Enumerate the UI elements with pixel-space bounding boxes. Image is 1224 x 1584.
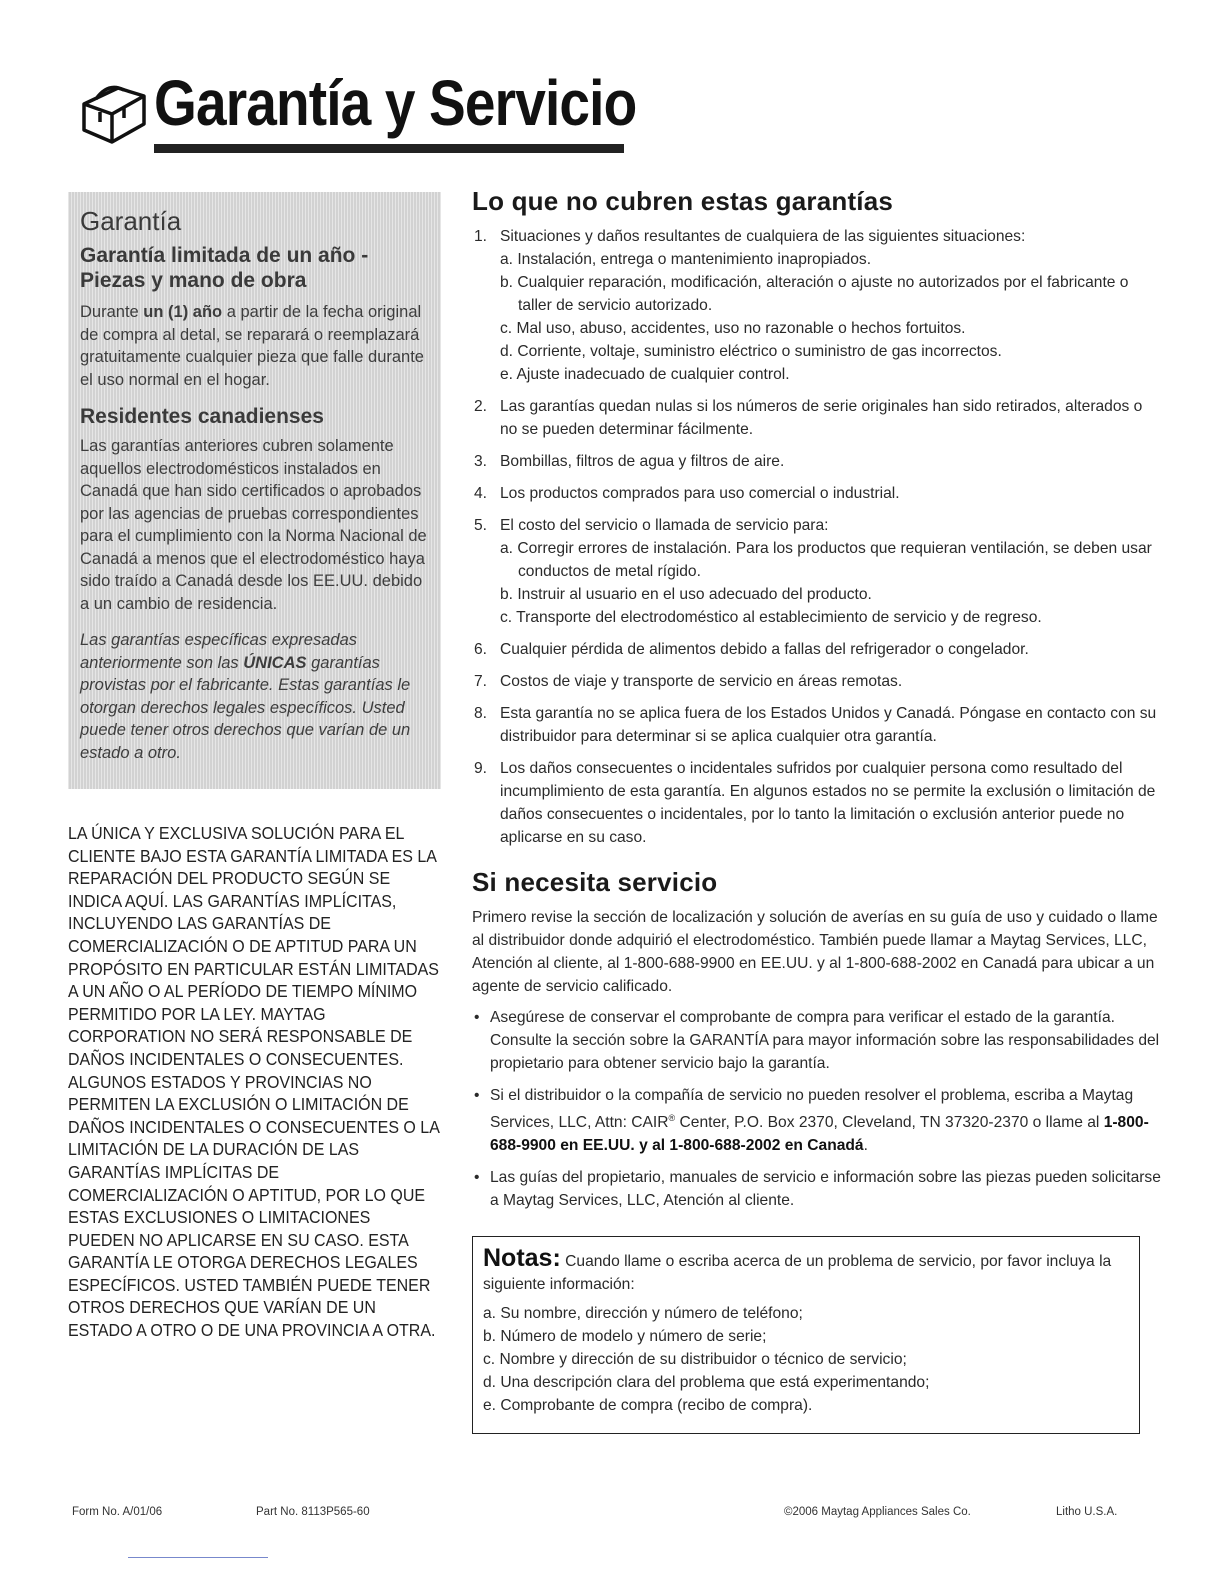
text-segment: Durante [80,303,144,321]
canada-heading: Residentes canadienses [80,405,324,428]
canada-text: Las garantías anteriores cubren solamente aquellos electrodomésticos instalados en Canadá que han sido certificados o aprobados por las agencias de pruebas correspondientes para el cumplimiento con la Norma Nacional de Canadá a menos que el electrodoméstico haya sido traído a Canadá desde los EE.UU. debido a un cambio de residencia. [80,437,427,613]
text-segment: Center, P.O. Box 2370, Cleveland, TN 37320-2370 o llame al [675,1114,1104,1132]
item-number: 6. [474,641,488,658]
notes-line: e. Comprobante de compra (recibo de compra). [483,1397,813,1414]
not-covered-item [472,757,1162,849]
item-subpoint: a. Corregir errores de instalación. Para los productos que requieran ventilación, se deben usar conductos de metal rígido. [500,540,1152,580]
phone-numbers: 1-800-688-9900 en EE.UU. y al 1-800-688-2002 en Canadá [490,1114,1149,1155]
text-segment: Las garantías específicas expresadas anteriormente son las [80,631,357,672]
item-number: 2. [474,398,488,415]
footer-litho: Litho U.S.A. [1056,1506,1118,1518]
limitation-disclaimer: LA ÚNICA Y EXCLUSIVA SOLUCIÓN PARA EL CLIENTE BAJO ESTA GARANTÍA LIMITADA ES LA REPARACIÓN DEL PRODUCTO SEGÚN SE INDICA AQUÍ. LAS GARANTÍAS IMPLÍCITAS, INCLUYENDO LAS GARANTÍAS DE COMERCIALIZACIÓN O DE APTITUD PARA UN PROPÓSITO EN PARTICULAR ESTÁN LIMITADAS A UN AÑO O AL PERÍODO DE TIEMPO MÍNIMO PERMITIDO POR LA LEY. MAYTAG CORPORATION NO SERÁ RESPONSABLE DE DAÑOS INCIDENTALES O CONSECUENTES. ALGUNOS ESTADOS Y PROVINCIAS NO PERMITEN LA EXCLUSIÓN O LIMITACIÓN DE DAÑOS INCIDENTALES O CONSECUENTES O LA LIMITACIÓN DE LA DURACIÓN DE LAS GARANTÍAS IMPLÍCITAS DE COMERCIALIZACIÓN O APTITUD, POR LO QUE ESTAS EXCLUSIONES O LIMITACIONES PUEDEN NO APLICARSE EN SU CASO. ESTA GARANTÍA LE OTORGA DERECHOS LEGALES ESPECÍFICOS. USTED TAMBIÉN PUEDE TENER OTROS DERECHOS QUE VARÍAN DE UN ESTADO A OTRO O DE UNA PROVINCIA A OTRA. [68,823,439,1341]
notes-line: d. Una descripción clara del problema que está experimentando; [483,1374,930,1391]
not-covered-item [472,482,1162,505]
item-number: 4. [474,485,488,502]
notes-line: c. Nombre y dirección de su distribuidor o técnico de servicio; [483,1351,907,1368]
notes-line: a. Su nombre, dirección y número de teléfono; [483,1305,803,1322]
text-segment: Si el distribuidor o la compañía de servicio no pueden resolver el problema, escriba a Maytag Services, LLC, Attn: CAIR [490,1087,1134,1132]
item-subpoint: c. Mal uso, abuso, accidentes, uso no razonable o hechos fortuitos. [500,320,966,337]
warranty-subheading: Garantía limitada de un año - Piezas y mano de obra [80,244,369,292]
not-covered-item [472,670,1162,693]
notes-line: b. Número de modelo y número de serie; [483,1328,767,1345]
notes-label: Notas: [483,1244,561,1272]
right-column [472,186,1162,1221]
item-number: 8. [474,705,488,722]
service-bullet: • Las guías del propietario, manuales de servicio e información sobre las piezas pueden solicitarse a Maytag Services, LLC, Atención al cliente. [472,1166,1162,1212]
item-text: Esta garantía no se aplica fuera de los Estados Unidos y Canadá. Póngase en contacto con su distribuidor para determinar si se aplica cualquier otra garantía. [500,705,1157,745]
footer-form-number: Form No. A/01/06 [72,1506,163,1518]
item-subpoint: e. Ajuste inadecuado de cualquier control. [500,366,790,383]
warranty-box [68,192,441,789]
item-subpoint: b. Cualquier reparación, modificación, alteración o ajuste no autorizados por el fabricante o taller de servicio autorizado. [500,274,1129,314]
item-number: 1. [474,228,488,245]
toolbox-icon [78,74,148,146]
service-bullet: • Asegúrese de conservar el comprobante de compra para verificar el estado de la garantía. Consulte la sección sobre la GARANTÍA para mayor información sobre las responsabilidades del propietario para obtener servicio bajo la garantía. [472,1006,1162,1075]
registered-mark: ® [668,1113,676,1123]
item-text: Bombillas, filtros de agua y filtros de aire. [500,453,785,470]
item-text: Los daños consecuentes o incidentales sufridos por cualquier persona como resultado del incumplimiento de esta garantía. En algunos estados no se permite la exclusión o limitación de daños consecuentes o incidentales, por lo tanto la limitación o exclusión anterior puede no aplicarse en su caso. [500,760,1156,846]
item-subpoint: a. Instalación, entrega o mantenimiento inapropiados. [500,251,872,268]
item-subpoint: d. Corriente, voltaje, suministro eléctrico o suministro de gas incorrectos. [500,343,1002,360]
notes-lead [483,1244,1129,1296]
bold-segment: un (1) año [143,303,223,321]
bold-segment: ÚNICAS [243,653,307,672]
item-number: 3. [474,453,488,470]
item-number: 5. [474,517,488,534]
text-segment: . [863,1137,868,1155]
item-text: Los productos comprados para uso comercial o industrial. [500,485,900,502]
notes-box [472,1236,1140,1434]
item-subpoint: c. Transporte del electrodoméstico al establecimiento de servicio y de regreso. [500,609,1042,626]
item-text: Costos de viaje y transporte de servicio en áreas remotas. [500,673,903,690]
item-number: 7. [474,673,488,690]
not-covered-item [472,702,1162,748]
not-covered-item [472,395,1162,441]
exclusive-warranty-text [80,629,427,764]
not-covered-list [472,225,1162,849]
warranty-period-text [80,301,427,391]
warranty-heading: Garantía [80,206,182,236]
item-text: Situaciones y daños resultantes de cualquiera de las siguientes situaciones: [500,228,1026,245]
item-number: 9. [474,760,488,777]
text-segment: garantías provistas por el fabricante. Estas garantías le otorgan derechos legales específicos. Usted puede tener otros derechos que varían de un estado a otro. [80,653,411,762]
footer-copyright: ©2006 Maytag Appliances Sales Co. [784,1506,971,1518]
item-text: Las garantías quedan nulas si los números de serie originales han sido retirados, alterados o no se pueden determinar fácilmente. [500,398,1143,438]
header-rule [154,144,624,153]
service-bullets [472,1006,1162,1212]
text-segment: Cuando llame o escriba acerca de un problema de servicio, por favor incluya la siguiente información: [483,1253,1112,1293]
item-text: El costo del servicio o llamada de servicio para: [500,517,829,534]
text-segment: a partir de la fecha original de compra al detal, se reparará o reemplazará gratuitamente cualquier pieza que falle durante el uso normal en el hogar. [80,303,424,389]
item-subpoint: b. Instruir al usuario en el uso adecuado del producto. [500,586,872,603]
footer-underline [128,1557,268,1558]
not-covered-item [472,514,1162,629]
footer-part-number: Part No. 8113P565-60 [256,1506,370,1518]
service-heading: Si necesita servicio [472,867,718,897]
not-covered-heading: Lo que no cubren estas garantías [472,186,894,216]
not-covered-item [472,225,1162,386]
not-covered-item [472,638,1162,661]
page-title: Garantía y Servicio [154,67,637,139]
item-text: Cualquier pérdida de alimentos debido a fallas del refrigerador o congelador. [500,641,1029,658]
service-bullet [472,1084,1162,1157]
not-covered-item [472,450,1162,473]
service-intro: Primero revise la sección de localización y solución de averías en su guía de uso y cuidado o llame al distribuidor donde adquirió el electrodoméstico. También puede llamar a Maytag Services, LLC, Atención al cliente, al 1-800-688-9900 en EE.UU. y al 1-800-688-2002 en Canadá para ubicar a un agente de servicio calificado. [472,909,1158,995]
